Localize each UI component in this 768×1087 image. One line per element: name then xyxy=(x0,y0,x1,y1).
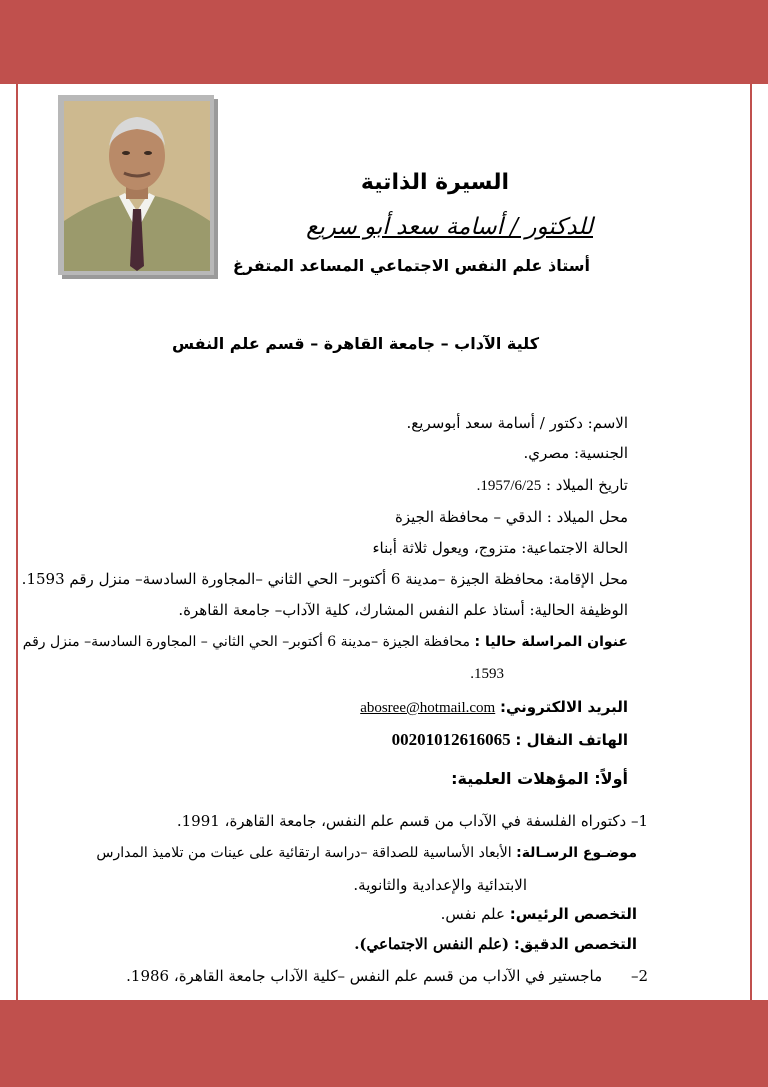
header-band xyxy=(0,0,768,84)
faculty-line: كلية الآداب – جامعة القاهرة – قسم علم النفس xyxy=(172,334,539,353)
portrait-illustration xyxy=(64,101,210,271)
personal-current-job: الوظيفة الحالية: أستاذ علم النفس المشارك، كلية الآداب– جامعة القاهرة. xyxy=(178,601,628,619)
email-label: البريد الالكتروني: xyxy=(500,698,628,716)
personal-name: الاسم: دكتور / أسامة سعد أبوسريع. xyxy=(406,414,628,432)
major-specialization xyxy=(441,905,637,923)
document-title: السيرة الذاتية xyxy=(360,170,509,195)
address-label: عنوان المراسلة حاليا : xyxy=(474,634,628,650)
minor-value: (علم النفس الاجتماعي). xyxy=(354,935,510,953)
profile-photo xyxy=(58,95,214,275)
footer-band xyxy=(0,1000,768,1087)
minor-label: التخصص الدقيق: xyxy=(513,935,637,953)
item-2-text: ماجستير في الآداب من قسم علم النفس –كلية الآداب جامعة القاهرة، 1986. xyxy=(126,967,603,985)
doctor-name-line: للدكتور / أسامة سعد أبو سريع xyxy=(306,214,593,240)
qualification-item-2 xyxy=(126,967,648,985)
qualification-item-1: 1– دكتوراه الفلسفة في الآداب من قسم علم النفس، جامعة القاهرة، 1991. xyxy=(176,812,648,830)
phone-value: 00201012616065 xyxy=(391,730,511,749)
birth-date-label: تاريخ الميلاد : xyxy=(545,476,628,494)
personal-birth-date xyxy=(477,476,628,495)
qualifications-heading: أولاً: المؤهلات العلمية: xyxy=(451,769,628,788)
phone-label: الهاتف النقال : xyxy=(515,731,628,749)
email-link[interactable]: abosree@hotmail.com xyxy=(360,700,496,716)
address-continuation: 1593. xyxy=(470,666,504,682)
address-value: محافظة الجيزة –مدينة 6 أكتوبر– الحي الثاني – المجاورة السادسة– منزل رقم xyxy=(22,634,471,650)
personal-birth-place: محل الميلاد : الدقي – محافظة الجيزة xyxy=(395,508,628,526)
personal-email xyxy=(360,698,628,717)
major-value: علم نفس. xyxy=(440,905,505,923)
personal-nationality: الجنسية: مصري. xyxy=(523,444,628,462)
right-border-line xyxy=(750,0,752,1087)
personal-residence: محل الإقامة: محافظة الجيزة –مدينة 6 أكتوبر– الحي الثاني –المجاورة السادسة– منزل رقم 1593. xyxy=(21,570,628,588)
personal-address xyxy=(23,634,628,650)
thesis-value: الأبعاد الأساسية للصداقة –دراسة ارتقائية على عينات من تلاميذ المدارس xyxy=(96,845,512,861)
personal-phone xyxy=(392,730,628,750)
thesis-label: موضـوع الرسـالة: xyxy=(516,845,637,861)
major-label: التخصص الرئيس: xyxy=(509,905,637,923)
birth-date-value: 1957/6/25. xyxy=(476,478,542,494)
thesis-continuation: الابتدائية والإعدادية والثانوية. xyxy=(353,876,527,894)
thesis-subject xyxy=(96,845,637,861)
left-border-line xyxy=(16,0,18,1087)
minor-specialization xyxy=(354,935,637,953)
position-line: أستاذ علم النفس الاجتماعي المساعد المتفرغ xyxy=(232,256,590,275)
item-2-number: 2– xyxy=(630,967,648,985)
personal-marital-status: الحالة الاجتماعية: متزوج، ويعول ثلاثة أبناء xyxy=(372,539,628,557)
